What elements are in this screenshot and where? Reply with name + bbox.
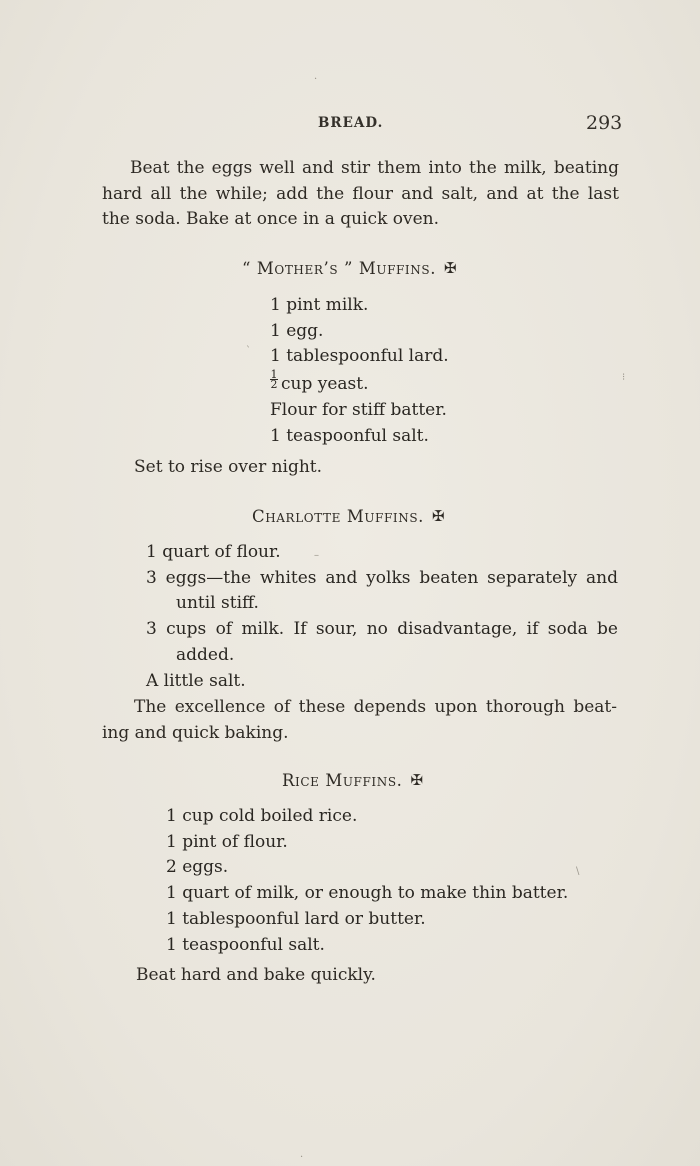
- ingredient-text: cup yeast.: [281, 374, 369, 395]
- ingredient-list-mothers-muffins: [270, 293, 449, 449]
- ingredient-item: 1 quart of flour.: [146, 542, 281, 562]
- ingredient-item: 2 eggs.: [166, 857, 229, 878]
- recipe-title-text: “ Mother’s ” Muffins.: [242, 259, 437, 278]
- paper-speck: –: [314, 550, 319, 561]
- recipe-note-rice-muffins: Beat hard and bake quickly.: [136, 965, 376, 985]
- fraction-denominator: 2: [270, 378, 278, 392]
- ingredient-list-rice-muffins: [166, 804, 568, 958]
- ingredient-item: 1 egg.: [270, 320, 324, 341]
- paper-speck: ·: [300, 1152, 304, 1163]
- ingredient-item: Flour for stiff batter.: [270, 399, 447, 420]
- page-header: [0, 112, 700, 138]
- recipe-title-rice-muffins: [282, 771, 424, 790]
- ingredient-item-fraction: [270, 370, 449, 398]
- note-line: ing and quick baking.: [102, 722, 289, 743]
- recipe-title-text: Charlotte Muffins.: [252, 507, 424, 526]
- intro-paragraph: [102, 156, 619, 233]
- recipe-note-charlotte-muffins: [102, 695, 617, 746]
- page-number: 293: [586, 112, 623, 134]
- paper-speck: ⁝: [622, 372, 626, 383]
- ingredient-item: 3 cups of milk. If sour, no disadvantage, if soda be: [146, 619, 618, 640]
- recipe-title-text: Rice Muffins.: [282, 771, 403, 790]
- running-head: BREAD.: [318, 115, 384, 131]
- ingredient-list-charlotte-muffins: [146, 540, 618, 694]
- ingredient-item-continuation: until stiff.: [176, 593, 259, 614]
- ingredient-item: 3 eggs—the whites and yolks beaten separately and: [146, 567, 618, 588]
- ingredient-item-continuation: added.: [176, 644, 235, 665]
- ingredient-item: 1 teaspoonful salt.: [166, 934, 325, 955]
- maltese-cross-icon: ✠: [410, 771, 424, 789]
- recipe-title-charlotte-muffins: [252, 507, 445, 526]
- paper-speck: \: [576, 866, 580, 877]
- intro-line: Beat the eggs well and stir them into the milk, beating: [130, 158, 619, 178]
- ingredient-item: 1 pint of flour.: [166, 831, 288, 852]
- ingredient-item: 1 pint milk.: [270, 295, 369, 315]
- ingredient-item: 1 tablespoonful lard.: [270, 346, 449, 367]
- paper-speck: ·: [314, 74, 318, 85]
- recipe-note-mothers-muffins: Set to rise over night.: [134, 457, 323, 477]
- paper-speck: `: [246, 346, 251, 357]
- fraction-numerator: 1: [270, 368, 278, 382]
- ingredient-item: 1 cup cold boiled rice.: [166, 806, 358, 826]
- maltese-cross-icon: ✠: [432, 507, 446, 525]
- note-line: The excellence of these depends upon thorough beat-: [134, 697, 617, 717]
- ingredient-item: A little salt.: [146, 670, 246, 691]
- ingredient-item: 1 tablespoonful lard or butter.: [166, 908, 426, 929]
- intro-line: hard all the while; add the flour and salt, and at the last: [102, 183, 619, 204]
- maltese-cross-icon: ✠: [444, 259, 458, 277]
- recipe-title-mothers-muffins: [242, 259, 457, 278]
- ingredient-item: 1 quart of milk, or enough to make thin batter.: [166, 883, 569, 904]
- fraction-half: [270, 368, 278, 392]
- intro-line: the soda. Bake at once in a quick oven.: [102, 209, 440, 229]
- ingredient-item: 1 teaspoonful salt.: [270, 425, 429, 446]
